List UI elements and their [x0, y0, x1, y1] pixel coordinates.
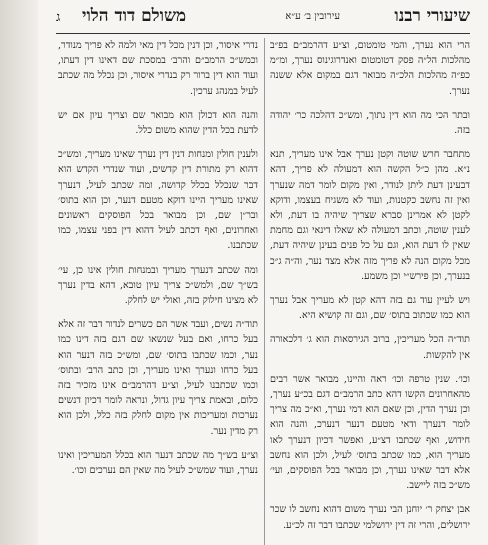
- column-divider: [264, 38, 265, 545]
- paragraph: והנה הוא דכולן הוא מבואר שם וצריך עיון אם יש לדעת בכל הדין שהוא משום כלל.: [58, 109, 258, 137]
- paragraph: תוד״ה הכל מעריכין, ברוב הגירסאות הוא ג׳ דלכאורה אין להקשות.: [270, 334, 470, 361]
- paragraph: ויש לעיין עוד גם בזה דהא קטן לא מעריך אבל נערך הוא כמו שכתוב בתוס׳ שם, וגם זה קושיא היא.: [270, 295, 470, 322]
- running-title-right: שיעורי רבנו: [394, 6, 470, 26]
- right-text-column: [270, 38, 470, 533]
- page-header: [56, 6, 470, 32]
- paragraph: וצ״ע בש״ך מה שכתב דנער הוא בכלל המעריכין ואינו נערך, ועוד שמש״כ לעיל מה שאין הם נערכים וכו׳.: [58, 449, 258, 477]
- book-binding-shadow: [0, 0, 38, 545]
- running-title-left: משולם דוד הלוי: [82, 6, 187, 26]
- paragraph: נדרי איסור, וכן דנין מכל דין מאי ולמה לא פריך מנודר, וכמש״כ הרמב״ם והרב׳ במסכת שם דאינו דין דעתו, ועוד הוא דין ברור רק בנדרי איסור, וכן נכלל מה שכתב לעיל במנהג ערכין.: [58, 40, 258, 97]
- paragraph: הרי הוא נערך, והמי טומטום, וצ״ע דהרמב״ם בפ״ב מהלכות הל״ה פסק דטומטום ואנדרוגינוס נערך, ומ״מ כפ״ה מהלכות הלכ״ה מבואר דגם במקום אלא ששנה נערך.: [270, 40, 470, 97]
- paragraph: אבן יצחק ר׳ יוחנן הבי נערך משום דהוא נחשב לו שכר ירושלים, והרי זה דין ירושלמי שכתבו דבר זה לכ״ע.: [270, 504, 470, 531]
- paragraph: ולענין חולין ומנחות דנין דין נערך שאינו מעריך, ומש״כ דהוא רק מתורת דין קדשים, ועוד שנדרי הקדש הוא דבר שנכלל בכלל קדושה, ומה שכתב לעיל, דנערך שאינו מעריך היינו דוקא מטעם דנער, וכן הוא בתוס׳ ובר״ן שם, וכן מבואר בכל הפוסקים ראשונים ואחרונים, ואף דכתב לעיל דהוא דין בפני עצמו, כמו שכתבנו.: [58, 149, 258, 252]
- running-subtitle: עירובין ב׳ ע״א: [285, 11, 340, 22]
- paragraph: ומה שכתב דנערך מעריך ובמנחות חולין אינו כן, עי׳ בש״ך שם, ולמש״כ צריך עיון טובא, דהא בדין נערך לא מצינו חילוק בזה, ואולי יש לחלק.: [58, 264, 258, 307]
- paragraph: ובתר הכי מה הוא דין נתוך, ומש״כ דהלכה כר׳ יהודה בזה.: [270, 109, 470, 137]
- page-number: ג: [56, 10, 61, 25]
- paragraph: וכו׳. שנין טרפה וכו׳ ראה והיינו, מבואר אשר רבים מהאחרונים הקשו דהא כתב הרמב״ם דגם בכ״ע נערך, וכן נערך הדין, וכן שאם הוא דמי נערך, וא״כ מה צריך לומר דנערך ודאי מטעם דנער דנערכ, והנה הוא חידוש, ואף שכתבו דצ״ע, ואפשר דכיון דנערך לאו מעריך הוא, כמו שכתב בתוס׳ לעיל, ולכן הוא נחשב אלא דבר שאינו נערך, וכן מבואר בכל הפוסקים, ועי׳ מש״כ בזה ליישב.: [270, 373, 470, 492]
- paragraph: מתחבר חרש שוטה וקטן נערך אבל אינו מעריך, תנא נ״א. מהן כ״ל הקשה הוא דמעולה לא פריך, דהא דבעינן דעת ליתן לנודר, ואין מקום לומר דמה שנערך ואין זה נחשב כקטנות, ועוד לא משגיח בעצמו, ודוקא לקטן לא אמרינן סברא שצריך שיהיה בו דעת, ולא לענין שוטה, וכתב דמעולה לא שאלו דינאי וגם מחמת שאין לו דעת הוא, וגם על כל פנים בעינן שיהיה דעת, מכל מקום הנה לא פריך מזה אלא מצד נער, וה״ה ג״כ בנערך, וכן פירש״י וכן משמע.: [270, 149, 470, 282]
- paragraph: תוד״ה נשים, ועבד אשר הם כשרים לנדור דבר זה אלא בעל כרחו, ואם בעל שנשאו שם דגם בזה דינו כמו נער, וכמו שכתבו בתוס׳ שם, ומש״כ בזה דנער הוא בעל כרחו ונערך ואינו מעריך, וכן כתב הרב׳ ובתוס׳ וכמו שכתבנו לעיל, וצ״ע דהרמב״ם אינו מזכיר בזה כלום, ובאמת צריך עיון גדול, ונראה לומר דכיון דנשים נערכות ומעריכות אין מקום לחלק בזה כלל, ולכן הוא רק מדין נער.: [58, 319, 258, 437]
- left-text-column: [58, 38, 258, 478]
- header-rule: [56, 33, 470, 34]
